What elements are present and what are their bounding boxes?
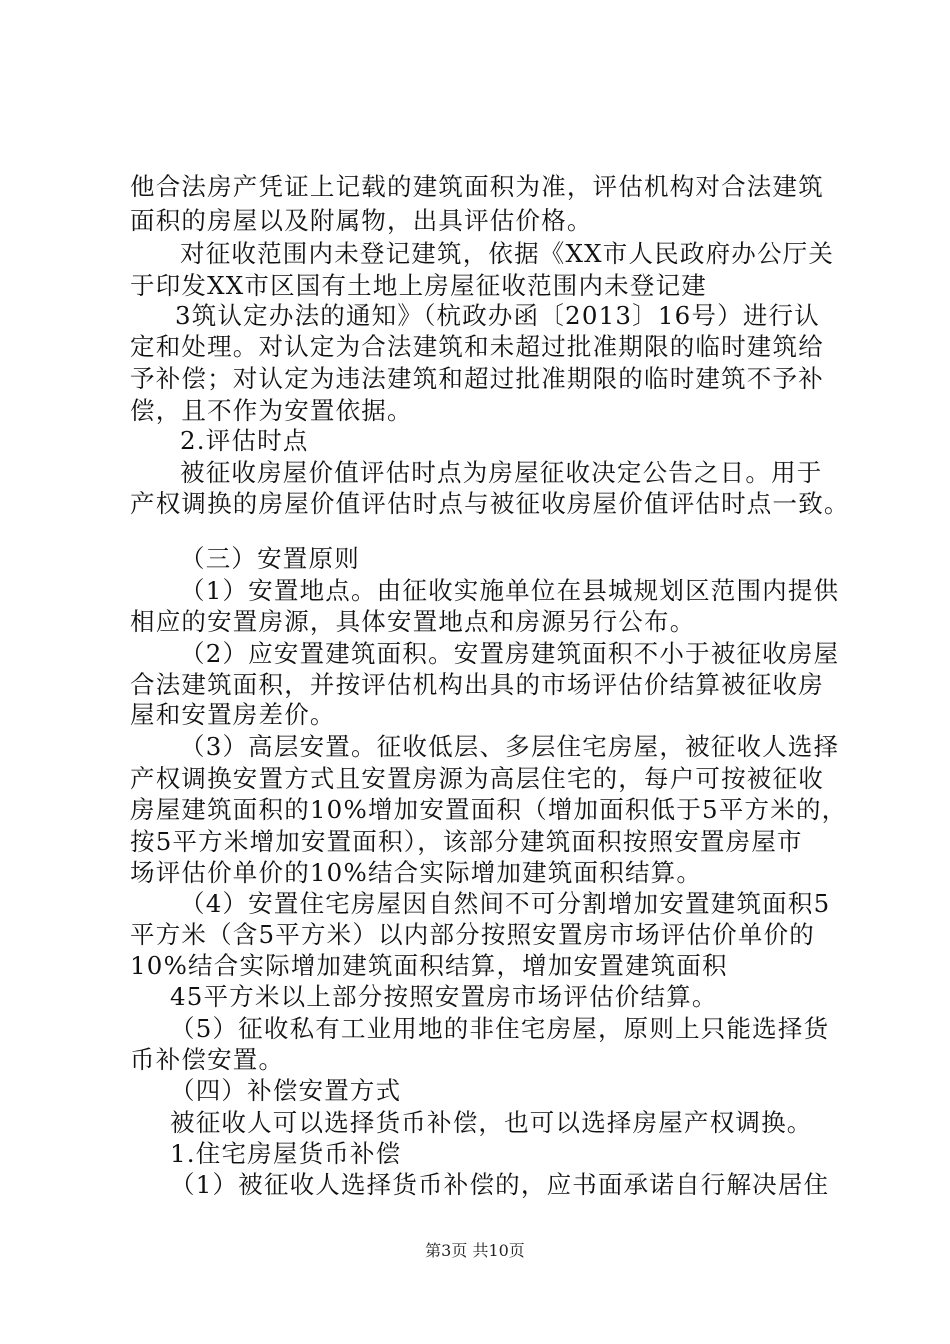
text-line: 场评估价单价的10%结合实际增加建筑面积结算。 bbox=[130, 858, 703, 887]
text-line: 平方米（含5平方米）以内部分按照安置房市场评估价单价的 bbox=[130, 920, 815, 949]
text-line: 定和处理。对认定为合法建筑和未超过批准期限的临时建筑给 bbox=[130, 332, 824, 361]
section-heading: （三）安置原则 bbox=[180, 544, 360, 573]
text-line: 币补偿安置。 bbox=[130, 1045, 285, 1074]
text-line: 合法建筑面积，并按评估机构出具的市场评估价结算被征收房 bbox=[130, 670, 824, 699]
text-line: 予补偿；对认定为违法建筑和超过批准期限的临时建筑不予补 bbox=[130, 364, 824, 393]
text-line: （4）安置住宅房屋因自然间不可分割增加安置建筑面积5 bbox=[180, 889, 831, 918]
text-line: 10%结合实际增加建筑面积结算，增加安置建筑面积 bbox=[130, 951, 728, 980]
text-line: 3筑认定办法的通知》（杭政办函〔2013〕16号）进行认 bbox=[175, 301, 820, 330]
text-line: 于印发XX市区国有土地上房屋征收范围内未登记建 bbox=[130, 271, 707, 300]
text-line: （5）征收私有工业用地的非住宅房屋，原则上只能选择货 bbox=[170, 1014, 830, 1043]
text-line: （1）被征收人选择货币补偿的，应书面承诺自行解决居住 bbox=[170, 1170, 830, 1199]
section-heading: （四）补偿安置方式 bbox=[170, 1076, 402, 1105]
text-line: 按5平方米增加安置面积），该部分建筑面积按照安置房屋市 bbox=[130, 827, 803, 856]
text-line: 他合法房产凭证上记载的建筑面积为准，评估机构对合法建筑 bbox=[130, 172, 824, 201]
section-heading: 1.住宅房屋货币补偿 bbox=[170, 1139, 402, 1168]
text-line: 产权调换的房屋价值评估时点与被征收房屋价值评估时点一致。 bbox=[130, 489, 850, 518]
text-line: 被征收房屋价值评估时点为房屋征收决定公告之日。用于 bbox=[180, 458, 823, 487]
text-line: 45平方米以上部分按照安置房市场评估价结算。 bbox=[170, 982, 718, 1011]
page-number-footer: 第3页 共10页 bbox=[425, 1241, 525, 1260]
text-line: 房屋建筑面积的10%增加安置面积（增加面积低于5平方米的， bbox=[130, 795, 848, 824]
text-line: （3）高层安置。征收低层、多层住宅房屋，被征收人选择 bbox=[180, 732, 840, 761]
text-line: （2）应安置建筑面积。安置房建筑面积不小于被征收房屋 bbox=[180, 639, 840, 668]
text-line: 面积的房屋以及附属物，出具评估价格。 bbox=[130, 206, 593, 235]
text-line: 屋和安置房差价。 bbox=[130, 700, 336, 729]
text-line: 被征收人可以选择货币补偿，也可以选择房屋产权调换。 bbox=[170, 1108, 813, 1137]
text-line: 偿，且不作为安置依据。 bbox=[130, 396, 413, 425]
text-line: 相应的安置房源，具体安置地点和房源另行公布。 bbox=[130, 607, 696, 636]
text-line: 对征收范围内未登记建筑，依据《XX市人民政府办公厅关 bbox=[180, 239, 835, 268]
text-line: 产权调换安置方式且安置房源为高层住宅的，每户可按被征收 bbox=[130, 764, 824, 793]
text-line: （1）安置地点。由征收实施单位在县城规划区范围内提供 bbox=[180, 576, 840, 605]
section-heading: 2.评估时点 bbox=[180, 426, 309, 455]
